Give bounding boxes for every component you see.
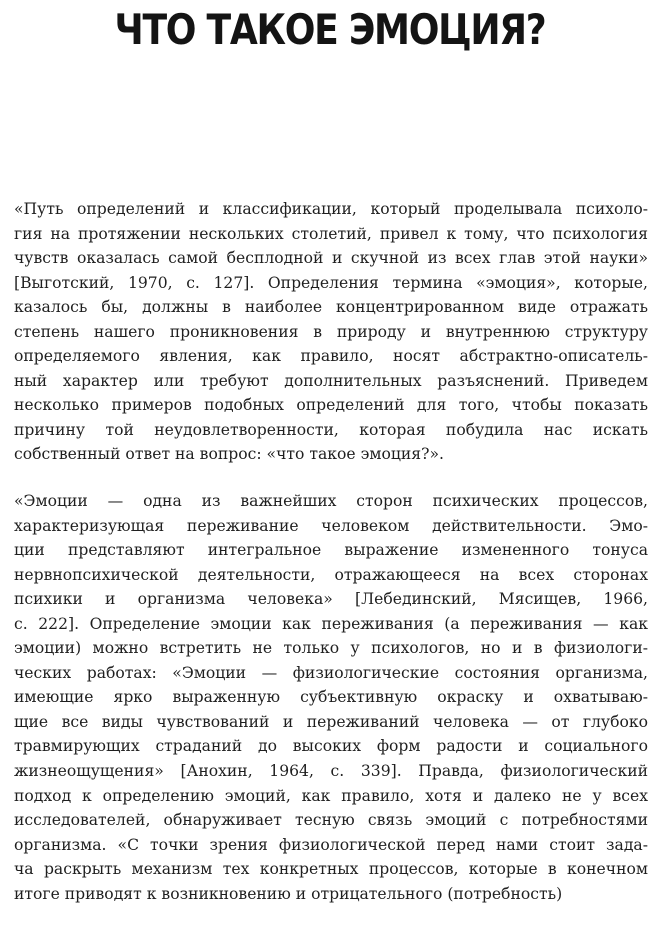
text-line: ный характер или требуют дополнительных разъяснений. Приведем [14, 371, 648, 390]
text-line: имеющие ярко выраженную субъективную окраску и охватываю- [14, 688, 648, 707]
text-line: щие все виды чувствований и переживаний человека — от глубоко [14, 712, 648, 731]
text-line: жизнеощущения» [Анохин, 1964, с. 339]. Правда, физиологический [14, 762, 648, 781]
text-line: [Выготский, 1970, с. 127]. Определения термина «эмоция», которые, [14, 273, 648, 292]
text-line: собственный ответ на вопрос: «что такое эмоция?». [14, 445, 444, 464]
text-line: ции представляют интегральное выражение измененного тонуса [14, 541, 648, 560]
text-line: ческих работах: «Эмоции — физиологические состояния организма, [14, 663, 648, 682]
text-line: итоге приводят к возникновению и отрицательного (потребность) [14, 884, 563, 903]
text-line: исследователей, обнаруживает тесную связь эмоций с потребностями [14, 811, 648, 830]
text-line: организма. «С точки зрения физиологической перед нами стоит зада- [14, 835, 648, 854]
text-line: с. 222]. Определение эмоции как переживания (а переживания — как [14, 614, 648, 633]
paragraph-1 [14, 197, 648, 467]
text-line: степень нашего проникновения в природу и внутреннюю структуру [14, 322, 648, 341]
paragraph-2 [14, 489, 648, 906]
text-line: нервнопсихической деятельности, отражающееся на всех сторонах [14, 565, 648, 584]
text-line: гия на протяжении нескольких столетий, привел к тому, что психология [14, 224, 648, 243]
text-line: травмирующих страданий до высоких форм радости и социального [14, 737, 648, 756]
text-line: определяемого явления, как правило, носят абстрактно-описатель- [14, 347, 648, 366]
page-title: ЧТО ТАКОЕ ЭМОЦИЯ? [114, 5, 546, 54]
text-line: «Путь определений и классификации, который проделывала психоло- [14, 200, 648, 218]
text-line: подход к определению эмоций, как правило, хотя и далеко не у всех [14, 786, 648, 805]
text-line: психики и организма человека» [Лебединский, Мясищев, 1966, [14, 590, 648, 609]
text-line: чувств оказалась самой бесплодной и скучной из всех глав этой науки» [14, 249, 648, 268]
text-line: «Эмоции — одна из важнейших сторон психических процессов, [14, 492, 648, 510]
text-line: казалось бы, должны в наиболее концентрированном виде отражать [14, 298, 648, 317]
text-line: причину той неудовлетворенности, которая побудила нас искать [14, 420, 648, 439]
text-line: несколько примеров подобных определений для того, чтобы показать [14, 396, 648, 415]
text-line: характеризующая переживание человеком действительности. Эмо- [14, 516, 648, 535]
text-line: эмоции) можно встретить не только у психологов, но и в физиологи- [14, 639, 648, 658]
text-line: ча раскрыть механизм тех конкретных процессов, которые в конечном [14, 860, 648, 879]
